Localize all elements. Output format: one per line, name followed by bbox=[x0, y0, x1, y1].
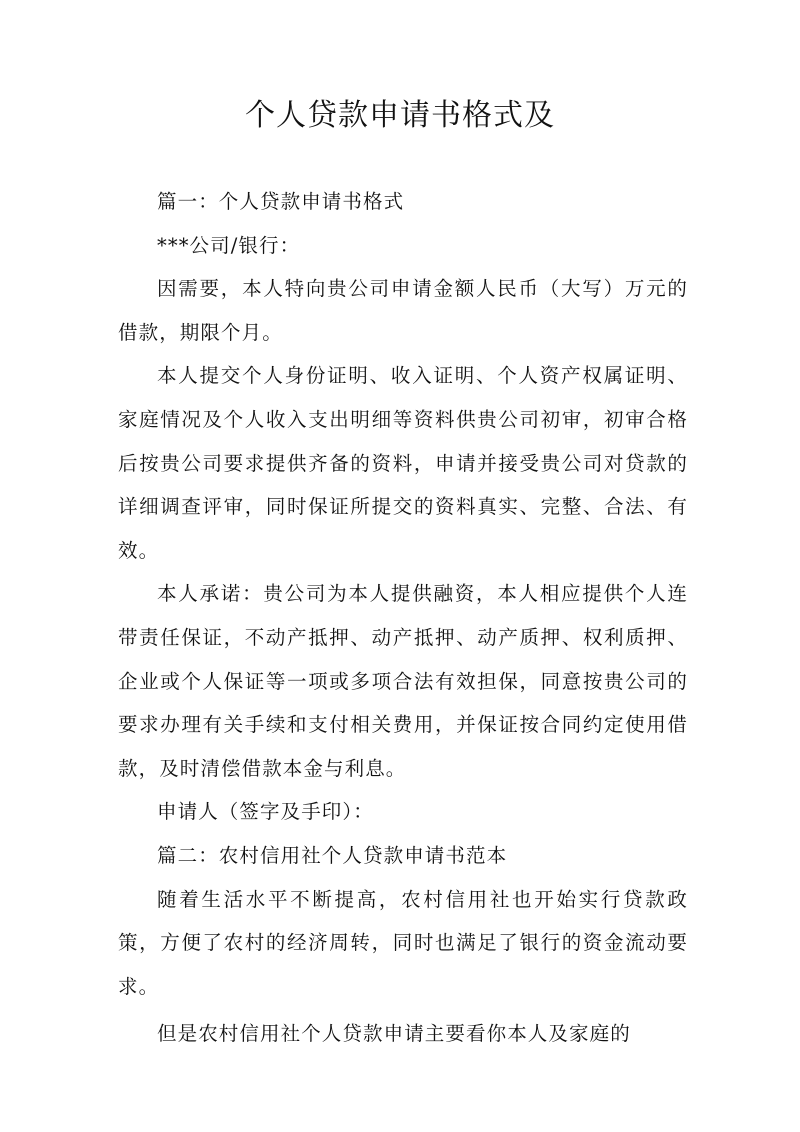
section-heading-two: 篇二：农村信用社个人贷款申请书范本 bbox=[157, 843, 508, 867]
paragraph-loan-request: 因需要，本人特向贵公司申请金额人民币（大写）万元的借款，期限个月。 bbox=[118, 277, 688, 344]
document-body bbox=[118, 180, 688, 1056]
paragraph-rural-credit-continued: 但是农村信用社个人贷款申请主要看你本人及家庭的 bbox=[157, 1022, 631, 1046]
salutation: ***公司/银行： bbox=[157, 233, 301, 257]
paragraph-commitment: 本人承诺：贵公司为本人提供融资，本人相应提供个人连带责任保证，不动产抵押、动产抵押、动产质押、权利质押、企业或个人保证等一项或多项合法有效担保，同意按贵公司的要求办理有关手续和支付相关费用，并保证按合同约定使用借款，及时清偿借款本金与利息。 bbox=[118, 582, 688, 780]
document-title: 个人贷款申请书格式及 bbox=[245, 98, 555, 133]
paragraph-documents: 本人提交个人身份证明、收入证明、个人资产权属证明、家庭情况及个人收入支出明细等资料供贵公司初审，初审合格后按贵公司要求提供齐备的资料，申请并接受贵公司对贷款的详细调查评审，同时保证所提交的资料真实、完整、合法、有效。 bbox=[118, 364, 688, 562]
paragraph-rural-credit: 随着生活水平不断提高，农村信用社也开始实行贷款政策，方便了农村的经济周转，同时也满足了银行的资金流动要求。 bbox=[118, 887, 688, 998]
section-heading-one: 篇一：个人贷款申请书格式 bbox=[157, 190, 405, 213]
applicant-signature-line: 申请人（签字及手印）： bbox=[157, 800, 374, 824]
